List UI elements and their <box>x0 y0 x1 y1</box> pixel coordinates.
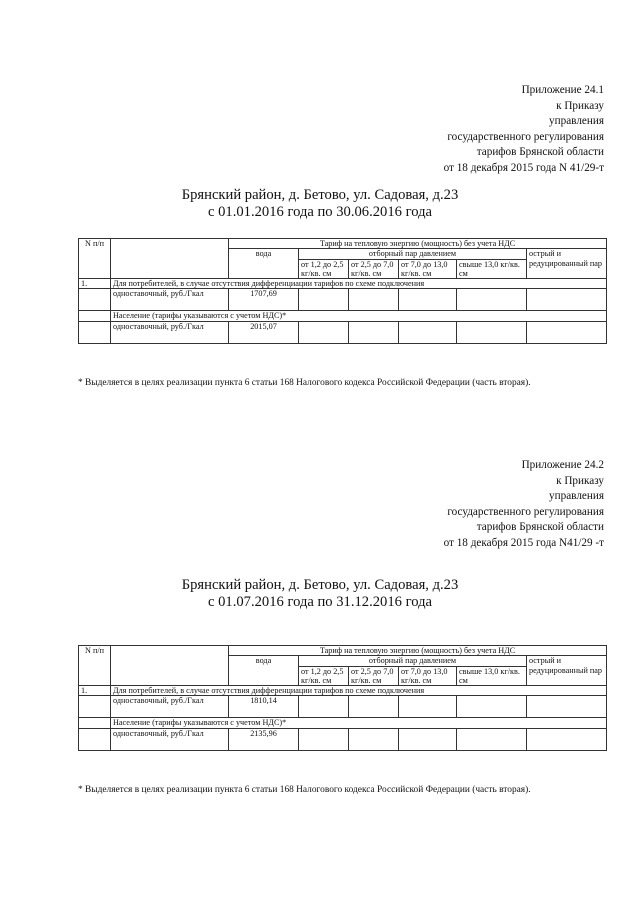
appendix-block <box>444 83 604 177</box>
table-cell <box>527 289 607 311</box>
header-pressure-1: от 1,2 до 2,5 кг/кв. см <box>299 666 349 686</box>
row-consumers: Для потребителей, в случае отсутствия дифференциации тарифов по схеме подключения <box>111 686 607 696</box>
table-cell <box>79 696 111 718</box>
appendix-line: Приложение 24.2 <box>521 459 604 471</box>
header-pressure-1: от 1,2 до 2,5 кг/кв. см <box>299 259 349 279</box>
title-address: Брянский район, д. Бетово, ул. Садовая, д.23 <box>181 577 459 593</box>
row-label-single-rate: одноставочный, руб./Гкал <box>111 728 229 750</box>
row-population: Население (тарифы указываются с учетом НДС)* <box>111 718 607 728</box>
value-water: 1707,69 <box>229 289 299 311</box>
table-cell <box>79 289 111 311</box>
table-cell <box>457 696 527 718</box>
row-label-single-rate: одноставочный, руб./Гкал <box>111 289 229 311</box>
appendix-line: управления <box>549 115 604 128</box>
table-cell <box>299 696 349 718</box>
appendix-line: от 18 декабря 2015 года N 41/29-т <box>443 161 604 174</box>
header-empty <box>111 239 229 279</box>
header-pressure-4: свыше 13,0 кг/кв. см <box>457 666 527 686</box>
header-num: N п/п <box>79 646 111 686</box>
row-label-single-rate: одноставочный, руб./Гкал <box>111 321 229 343</box>
header-pressure-2: от 2,5 до 7,0 кг/кв. см <box>349 666 399 686</box>
tariff-table <box>78 645 607 751</box>
header-num: N п/п <box>79 239 111 279</box>
header-tariff: Тариф на тепловую энергию (мощность) без учета НДС <box>229 646 607 656</box>
table-cell <box>79 728 111 750</box>
row-number: 1. <box>79 279 111 289</box>
table-cell <box>457 728 527 750</box>
footnote: * Выделяется в целях реализации пункта 6 статьи 168 Налогового кодекса Российской Федерации (часть вторая). <box>78 378 531 388</box>
row-number: 1. <box>79 686 111 696</box>
footnote: * Выделяется в целях реализации пункта 6 статьи 168 Налогового кодекса Российской Федерации (часть вторая). <box>78 785 531 795</box>
tariff-table <box>78 238 607 344</box>
table-cell <box>399 289 457 311</box>
value-water: 2015,07 <box>229 321 299 343</box>
table-cell <box>79 311 111 321</box>
table-cell <box>349 289 399 311</box>
header-tariff: Тариф на тепловую энергию (мощность) без учета НДС <box>229 239 607 249</box>
table-cell <box>527 321 607 343</box>
appendix-line: тарифов Брянской области <box>476 521 604 534</box>
table-cell <box>299 321 349 343</box>
table-cell <box>457 321 527 343</box>
table-cell <box>349 696 399 718</box>
row-consumers: Для потребителей, в случае отсутствия дифференциации тарифов по схеме подключения <box>111 279 607 289</box>
header-water: вода <box>229 249 299 279</box>
header-sharp-steam: острый и редуцированный пар <box>527 249 607 279</box>
header-pressure-4: свыше 13,0 кг/кв. см <box>457 259 527 279</box>
title-address: Брянский район, д. Бетово, ул. Садовая, д.23 <box>181 187 459 203</box>
table-cell <box>457 289 527 311</box>
appendix-line: государственного регулирования <box>447 130 604 143</box>
header-pressure-3: от 7,0 до 13,0 кг/кв. см <box>399 666 457 686</box>
header-water: вода <box>229 656 299 686</box>
appendix-line: управления <box>549 490 604 503</box>
table-cell <box>299 728 349 750</box>
table-cell <box>399 696 457 718</box>
table-cell <box>527 728 607 750</box>
row-label-single-rate: одноставочный, руб./Гкал <box>111 696 229 718</box>
title-period: с 01.01.2016 года по 30.06.2016 года <box>208 204 432 220</box>
appendix-line: к Приказу <box>556 99 604 112</box>
table-cell <box>399 321 457 343</box>
appendix-line: к Приказу <box>556 474 604 487</box>
table-cell <box>79 718 111 728</box>
appendix-line: тарифов Брянской области <box>476 146 604 159</box>
table-cell <box>299 289 349 311</box>
table-cell <box>349 728 399 750</box>
title-period: с 01.07.2016 года по 31.12.2016 года <box>208 594 432 610</box>
table-cell <box>527 696 607 718</box>
header-pressure-2: от 2,5 до 7,0 кг/кв. см <box>349 259 399 279</box>
table-cell <box>79 321 111 343</box>
header-empty <box>111 646 229 686</box>
value-water: 1810,14 <box>229 696 299 718</box>
table-cell <box>349 321 399 343</box>
header-pressure-3: от 7,0 до 13,0 кг/кв. см <box>399 259 457 279</box>
section-title <box>0 187 640 221</box>
row-population: Население (тарифы указываются с учетом НДС)* <box>111 311 607 321</box>
section-title <box>0 577 640 611</box>
header-sharp-steam: острый и редуцированный пар <box>527 656 607 686</box>
appendix-line: Приложение 24.1 <box>521 84 604 96</box>
appendix-block <box>444 458 604 552</box>
table-cell <box>399 728 457 750</box>
appendix-line: государственного регулирования <box>447 505 604 518</box>
appendix-line: от 18 декабря 2015 года N41/29 -т <box>443 536 604 549</box>
header-steam: отборный пар давлением <box>299 656 527 666</box>
header-steam: отборный пар давлением <box>299 249 527 259</box>
value-water: 2135,96 <box>229 728 299 750</box>
